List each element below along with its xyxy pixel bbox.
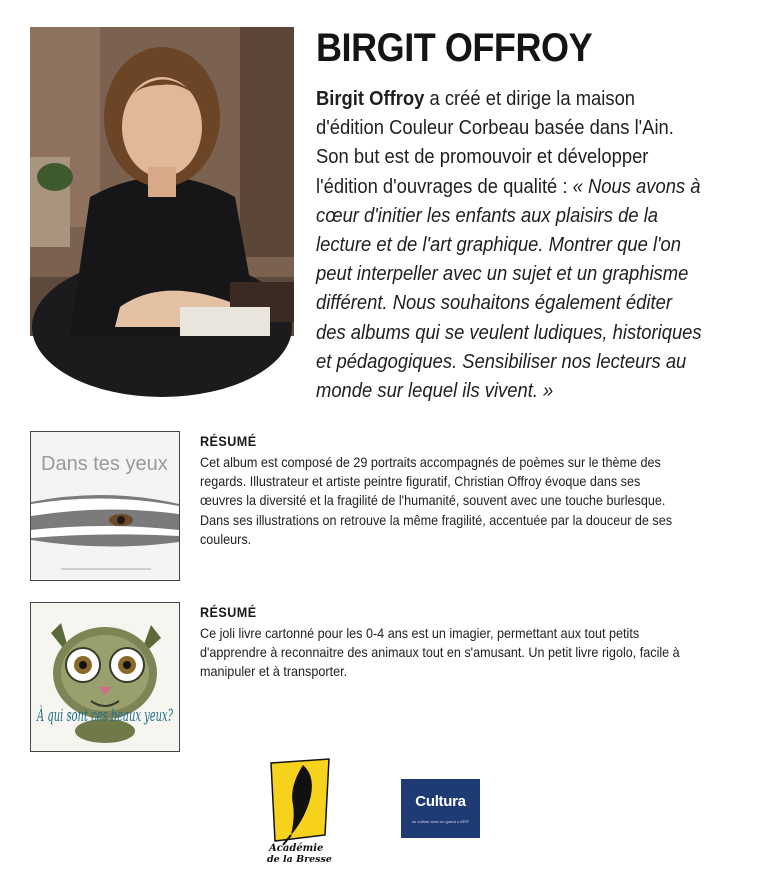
author-bio xyxy=(316,85,702,406)
resume-text-2: Ce joli livre cartonné pour les 0-4 ans est un imagier, permettant aux tout petits d'apprendre à reconnaitre des animaux tout en s'amusant. Un petit livre rigolo, facile à manipuler et à transporter. xyxy=(200,625,680,680)
author-portrait xyxy=(30,27,294,336)
resume-text-1: Cet album est composé de 29 portraits accompagnés de poèmes sur le thème des regards. Illustrateur et artiste peintre figuratif, Christian Offroy évoque dans ses œuvres la diversité et la fragilité de l'humanité, souvent avec une touche burlesque. Dans ses illustrations on retrouve la même fragilité, accentuée par la douceur de ses couleurs. xyxy=(200,454,673,547)
author-name: BIRGIT OFFROY xyxy=(316,26,593,70)
bio-author-name: Birgit Offroy xyxy=(316,88,425,110)
academie-line-1: Académie xyxy=(269,843,324,854)
bio-text: a créé et dirige la maison d'édition Couleur Corbeau basée dans l'Ain. Son but est de promouvoir et développer l'édition d'ouvrages de qualité : xyxy=(316,88,674,198)
academie-line-2: de la Bresse xyxy=(267,854,332,865)
resume-heading-2: RÉSUMÉ xyxy=(200,604,257,620)
book-cover-dans-tes-yeux xyxy=(30,431,180,581)
cultura-tagline: un culture avec un grand c.ARIT xyxy=(411,819,470,824)
bio-quote: « Nous avons à cœur d'initier les enfants aux plaisirs de la lecture et de l'art graphique. Montrer que l'on peut interpeller avec un sujet et un graphisme différent. Nous souhaitons également éditer des albums qui se veulent ludiques, historiques et pédagogiques. Sensibiliser nos lecteurs au monde sur lequel ils vivent. » xyxy=(316,175,702,403)
cover1-title: Dans tes yeux xyxy=(41,453,168,475)
resume-heading-1: RÉSUMÉ xyxy=(200,433,257,449)
cover2-title: À qui sont ces beaux yeux? xyxy=(37,706,270,726)
cultura-wordmark: Cultura xyxy=(415,793,466,810)
cultura-logo xyxy=(401,779,480,838)
academie-de-la-bresse-logo xyxy=(265,757,335,865)
